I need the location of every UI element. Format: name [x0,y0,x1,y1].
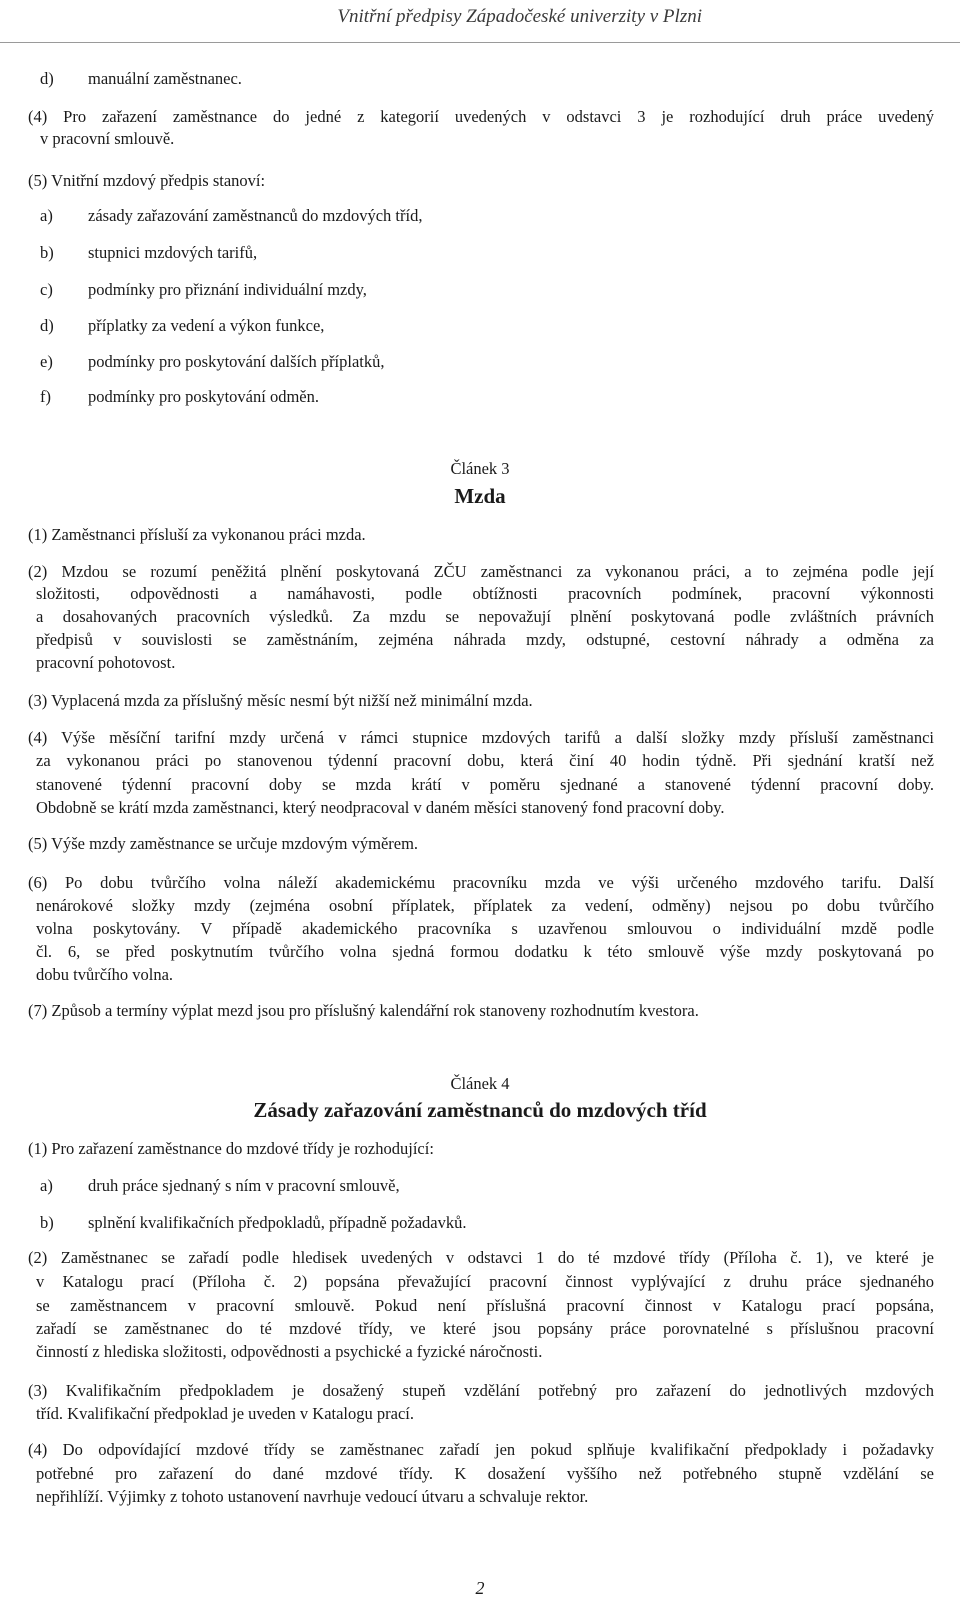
list-item-text: příplatky za vedení a výkon funkce, [88,316,325,335]
paragraph-line: v Katalogu prací (Příloha č. 2) popsána převažující pracovní činnost vyplývající z druhu práce sjednaného [36,1272,934,1291]
paragraph-line: (7) Způsob a termíny výplat mezd jsou pro příslušný kalendářní rok stanoveny rozhodnutím kvestora. [28,1001,699,1020]
list-item-label: f) [40,387,51,406]
article-title: Zásady zařazování zaměstnanců do mzdových tříd [253,1098,707,1122]
paragraph-line: (3) Kvalifikačním předpokladem je dosažený stupeň vzdělání potřebný pro zařazení do jednotlivých mzdových [28,1381,934,1400]
list-item-label: a) [40,206,53,225]
paragraph-line: za vykonanou práci po stanovenou týdenní pracovní dobu, která činí 40 hodin týdně. Při sjednání kratší než [36,751,934,770]
paragraph-line: potřebné pro zařazení do dané mzdové třídy. K dosažení vyššího než potřebného stupně vzdělání se [36,1464,934,1483]
list-item-label: c) [40,280,53,299]
paragraph-line: (2) Zaměstnanec se zařadí podle hledisek uvedených v odstavci 1 do té mzdové třídy (Příloha č. 1), ve které je [28,1248,934,1267]
paragraph-intro: (5) Vnitřní mzdový předpis stanoví: [28,171,266,190]
paragraph-line: pracovní pohotovost. [36,653,176,672]
paragraph-line: dobu tvůrčího volna. [36,965,174,984]
list-item-label: e) [40,352,53,371]
paragraph-line: se zaměstnancem v pracovní smlouvě. Pokud není příslušná pracovní činnost v Katalogu prací popsána, [36,1296,934,1315]
list-item-text: splnění kvalifikačních předpokladů, případně požadavků. [88,1213,467,1232]
paragraph-line: (4) Do odpovídající mzdové třídy se zaměstnanec zařadí jen pokud splňuje kvalifikační předpoklady i požadavky [28,1440,934,1459]
paragraph-line: stanovené týdenní pracovní doby se mzda krátí v poměru sjednané a stanovené týdenní pracovní doby. [36,775,934,794]
list-item-label: d) [40,316,54,335]
paragraph-line: nepřihlíží. Výjimky z tohoto ustanovení navrhuje vedoucí útvaru a schvaluje rektor. [36,1487,589,1506]
paragraph-line: čl. 6, se před poskytnutím tvůrčího volna sjedná formou dodatku k této smlouvě výše mzdy poskytovaná po [36,942,934,961]
list-item-text: podmínky pro přiznání individuální mzdy, [88,280,367,299]
header-title: Vnitřní předpisy Západočeské univerzity v Plzni [337,6,702,27]
list-item-label: d) [40,69,54,88]
list-item-text: podmínky pro poskytování dalších příplatků, [88,352,385,371]
list-item-text: podmínky pro poskytování odměn. [88,387,319,406]
paragraph-intro: (1) Pro zařazení zaměstnance do mzdové třídy je rozhodující: [28,1139,434,1158]
list-item-text: druh práce sjednaný s ním v pracovní smlouvě, [88,1176,400,1195]
article-number: Článek 4 [450,1074,510,1093]
paragraph-line: v pracovní smlouvě. [40,129,175,148]
paragraph-line: (5) Výše mzdy zaměstnance se určuje mzdovým výměrem. [28,834,419,853]
paragraph-line: a dosahovaných pracovních výsledků. Za mzdu se nepovažují plnění poskytovaná podle zvláštních právních [36,607,934,626]
paragraph-line: nenárokové složky mzdy (zejména osobní příplatek, příplatek za vedení, odměny) nejsou po dobu tvůrčího [36,896,934,915]
paragraph-line: (2) Mzdou se rozumí peněžitá plnění poskytovaná ZČU zaměstnanci za vykonanou práci, a to zejména podle její [28,562,934,581]
paragraph-line: (1) Zaměstnanci přísluší za vykonanou práci mzda. [28,525,366,544]
paragraph-line: předpisů v souvislosti se zaměstnáním, zejména náhrada mzdy, odstupné, cestovní náhrady a odměna za [36,630,934,649]
paragraph-line: (3) Vyplacená mzda za příslušný měsíc nesmí být nižší než minimální mzda. [28,691,533,710]
page-number: 2 [475,1578,485,1598]
paragraph-line: (4) Pro zařazení zaměstnance do jedné z kategorií uvedených v odstavci 3 je rozhodující druh práce uvedený [28,107,934,126]
list-item-text: stupnici mzdových tarifů, [88,243,258,262]
paragraph-line: volna poskytovány. V případě akademického pracovníka s uzavřenou smlouvou o individuální mzdě podle [36,919,934,938]
list-item-text: zásady zařazování zaměstnanců do mzdových tříd, [88,206,423,225]
list-item-label: a) [40,1176,53,1195]
paragraph-line: (4) Výše měsíční tarifní mzdy určená v rámci stupnice mzdových tarifů a další složky mzdy přísluší zaměstnanci [28,728,934,747]
list-item-label: b) [40,1213,54,1232]
paragraph-line: tříd. Kvalifikační předpoklad je uveden v Katalogu prací. [36,1404,414,1423]
paragraph-line: (6) Po dobu tvůrčího volna náleží akademickému pracovníku mzda ve výši určeného mzdového tarifu. Další [28,873,934,892]
paragraph-line: složitosti, odpovědnosti a namáhavosti, podle obtížnosti pracovních podmínek, pracovní výkonnosti [36,584,934,603]
page-header [0,2,960,46]
paragraph-line: zařadí se zaměstnanec do té mzdové třídy, ve které jsou popsány práce porovnatelné s příslušnou pracovní [36,1319,934,1338]
list-item-label: b) [40,243,54,262]
paragraph-line: činností z hlediska složitosti, odpovědnosti a psychické a fyzické náročnosti. [36,1342,543,1361]
article-title: Mzda [454,484,506,508]
paragraph-line: Obdobně se krátí mzda zaměstnanci, který neodpracoval v daném měsíci stanovený fond pracovní doby. [36,798,725,817]
list-item-text: manuální zaměstnanec. [88,69,242,88]
article-number: Článek 3 [450,459,510,478]
header-divider [0,42,960,43]
